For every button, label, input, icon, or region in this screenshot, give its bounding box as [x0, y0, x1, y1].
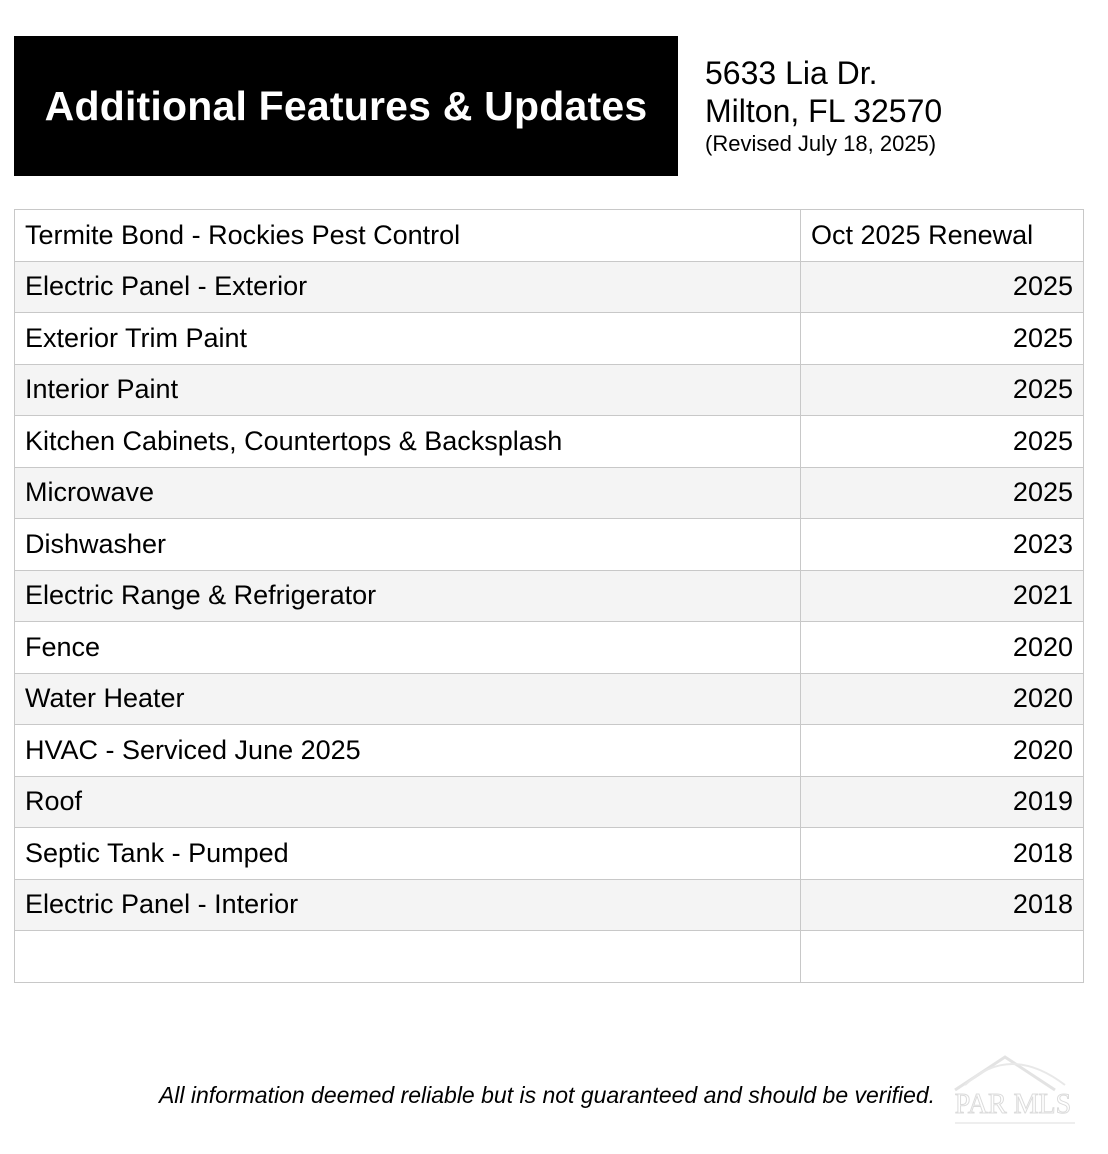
- table-row-empty: [15, 931, 1084, 983]
- feature-item: Electric Panel - Interior: [15, 879, 801, 931]
- table-row: [15, 210, 1084, 262]
- table-row: [15, 828, 1084, 880]
- feature-item: Interior Paint: [15, 364, 801, 416]
- table-row: [15, 261, 1084, 313]
- table-row: [15, 467, 1084, 519]
- feature-item: Electric Range & Refrigerator: [15, 570, 801, 622]
- feature-item: [15, 931, 801, 983]
- feature-value: 2023: [801, 519, 1084, 571]
- feature-item: Kitchen Cabinets, Countertops & Backsplash: [15, 416, 801, 468]
- table-row: [15, 416, 1084, 468]
- feature-value: 2018: [801, 828, 1084, 880]
- watermark-text: PAR MLS: [954, 1089, 1072, 1120]
- table-row: [15, 622, 1084, 674]
- feature-value: [801, 931, 1084, 983]
- page-title: Additional Features & Updates: [44, 82, 648, 129]
- feature-item: Fence: [15, 622, 801, 674]
- feature-item: Exterior Trim Paint: [15, 313, 801, 365]
- disclaimer-text: All information deemed reliable but is not guaranteed and should be verified.: [158, 1082, 936, 1108]
- address-block: [705, 54, 942, 158]
- feature-value: 2019: [801, 776, 1084, 828]
- table-row: [15, 879, 1084, 931]
- feature-value: 2025: [801, 467, 1084, 519]
- feature-value: 2021: [801, 570, 1084, 622]
- mls-watermark-logo: [935, 1045, 1095, 1140]
- table-row: [15, 673, 1084, 725]
- feature-value: 2018: [801, 879, 1084, 931]
- features-table: [14, 209, 1084, 983]
- feature-item: Termite Bond - Rockies Pest Control: [15, 210, 801, 262]
- table-row: [15, 364, 1084, 416]
- table-row: [15, 725, 1084, 777]
- address-street: 5633 Lia Dr.: [705, 55, 878, 91]
- feature-item: Dishwasher: [15, 519, 801, 571]
- feature-item: HVAC - Serviced June 2025: [15, 725, 801, 777]
- feature-value: 2025: [801, 313, 1084, 365]
- feature-value: Oct 2025 Renewal: [801, 210, 1084, 262]
- feature-value: 2020: [801, 725, 1084, 777]
- feature-item: Roof: [15, 776, 801, 828]
- feature-value: 2025: [801, 416, 1084, 468]
- feature-item: Water Heater: [15, 673, 801, 725]
- address-city: Milton, FL 32570: [705, 93, 943, 129]
- feature-value: 2025: [801, 261, 1084, 313]
- table-row: [15, 519, 1084, 571]
- feature-value: 2020: [801, 622, 1084, 674]
- feature-item: Septic Tank - Pumped: [15, 828, 801, 880]
- title-banner: [14, 36, 678, 176]
- table-row: [15, 776, 1084, 828]
- table-row: [15, 570, 1084, 622]
- revised-date: (Revised July 18, 2025): [705, 131, 937, 156]
- watermark-house-icon: [955, 1057, 1055, 1090]
- feature-value: 2025: [801, 364, 1084, 416]
- feature-item: Microwave: [15, 467, 801, 519]
- feature-value: 2020: [801, 673, 1084, 725]
- feature-item: Electric Panel - Exterior: [15, 261, 801, 313]
- table-row: [15, 313, 1084, 365]
